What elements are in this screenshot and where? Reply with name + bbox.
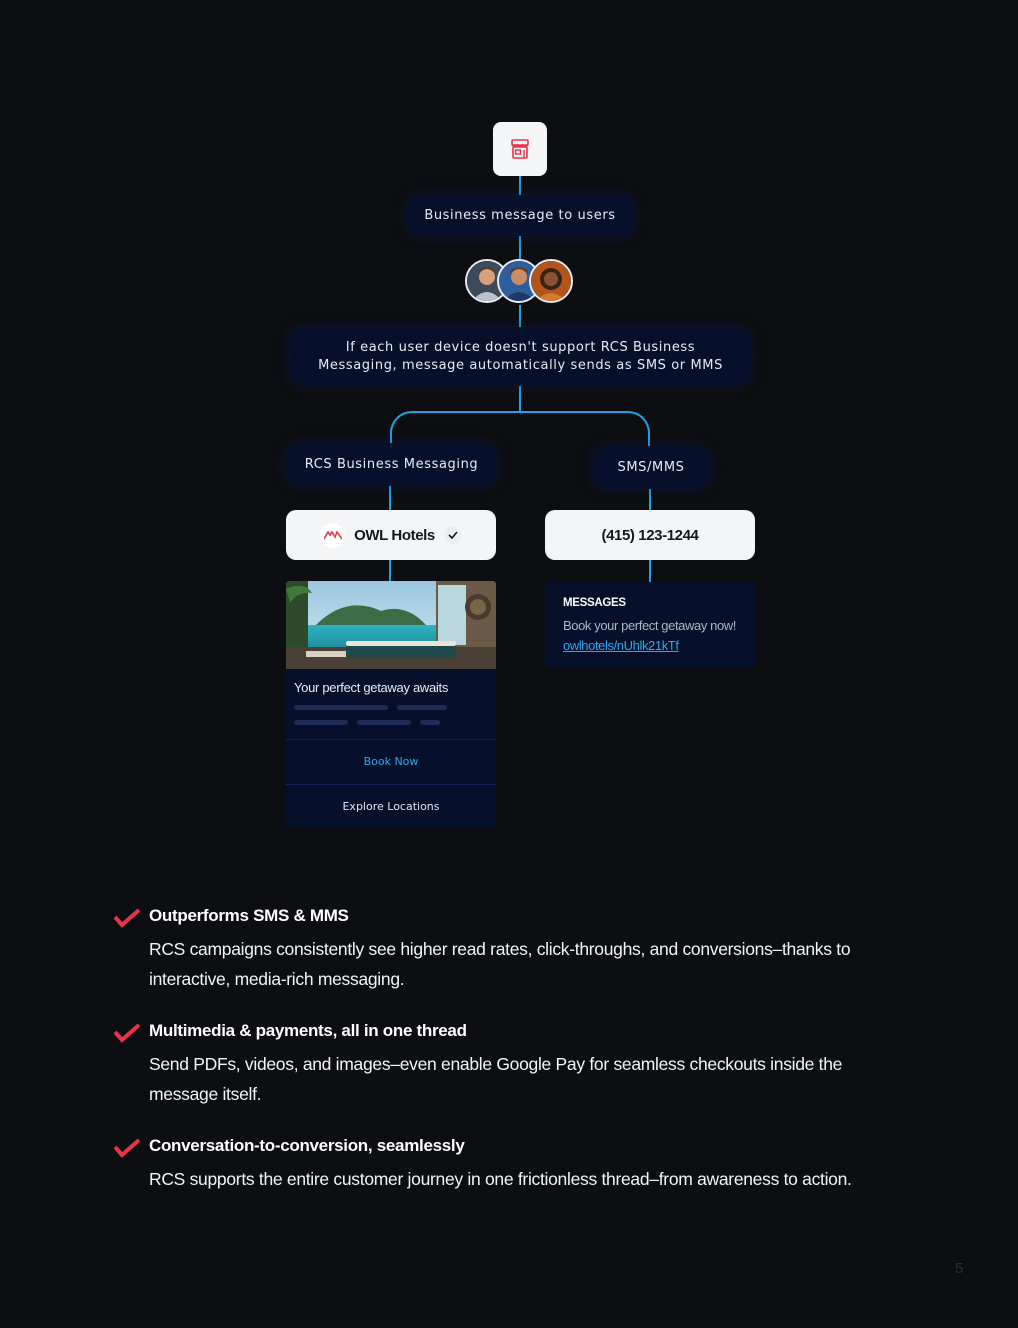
book-now-button[interactable]: Book Now (363, 755, 419, 768)
rcs-rich-card (286, 581, 496, 828)
benefit-title: Multimedia & payments, all in one thread (149, 1021, 467, 1040)
divider (286, 739, 496, 740)
sms-message-card (545, 582, 756, 668)
benefit-title: Outperforms SMS & MMS (149, 906, 349, 925)
connector-line (389, 560, 391, 582)
hotel-room-image (286, 581, 496, 669)
connector-line (519, 386, 521, 412)
placeholder-line (357, 720, 411, 725)
user-avatar (529, 259, 573, 303)
sms-message-text (563, 616, 748, 656)
divider (286, 784, 496, 785)
sms-body: Book your perfect getaway now! (563, 618, 736, 633)
connector-line (519, 305, 521, 327)
connector-line (649, 560, 651, 582)
sms-link[interactable]: owlhotels/nUhlk21kTf (563, 638, 679, 653)
rcs-branch-pill: RCS Business Messaging (286, 443, 497, 486)
placeholder-line (294, 705, 388, 710)
placeholder-line (420, 720, 440, 725)
placeholder-line (294, 720, 348, 725)
sms-branch-pill: SMS/MMS (593, 446, 709, 489)
connector-line (649, 489, 651, 510)
storefront-icon (509, 138, 531, 160)
checkmark-icon (114, 908, 140, 928)
business-message-pill: Business message to users (406, 195, 634, 236)
business-store-node (493, 122, 547, 176)
rich-card-title: Your perfect getaway awaits (294, 680, 449, 695)
connector-line (519, 176, 521, 195)
benefit-title: Conversation-to-conversion, seamlessly (149, 1136, 465, 1155)
rcs-sender-card (286, 510, 496, 560)
page-number: 5 (955, 1260, 964, 1277)
connector-line (519, 236, 521, 259)
benefit-description: RCS campaigns consistently see higher read rates, click-throughs, and conversions–thanks to interactive, media-rich messaging. (149, 939, 851, 989)
rcs-sender-name: OWL Hotels (354, 526, 435, 544)
benefit-description: RCS supports the entire customer journey in one frictionless thread–from awareness to action. (149, 1169, 852, 1189)
verified-check-icon (444, 526, 462, 544)
fallback-condition-pill: If each user device doesn't support RCS Business Messaging, message automatically sends as SMS or MMS (290, 327, 751, 386)
explore-locations-button[interactable]: Explore Locations (342, 800, 440, 813)
checkmark-icon (114, 1023, 140, 1043)
messages-header: MESSAGES (563, 597, 626, 609)
owl-hotels-logo (320, 523, 345, 548)
sms-sender-card: (415) 123-1244 (545, 510, 755, 560)
checkmark-icon (114, 1138, 140, 1158)
benefit-description: Send PDFs, videos, and images–even enable Google Pay for seamless checkouts inside the message itself. (149, 1054, 843, 1104)
connector-line (389, 486, 391, 510)
placeholder-line (397, 705, 447, 710)
